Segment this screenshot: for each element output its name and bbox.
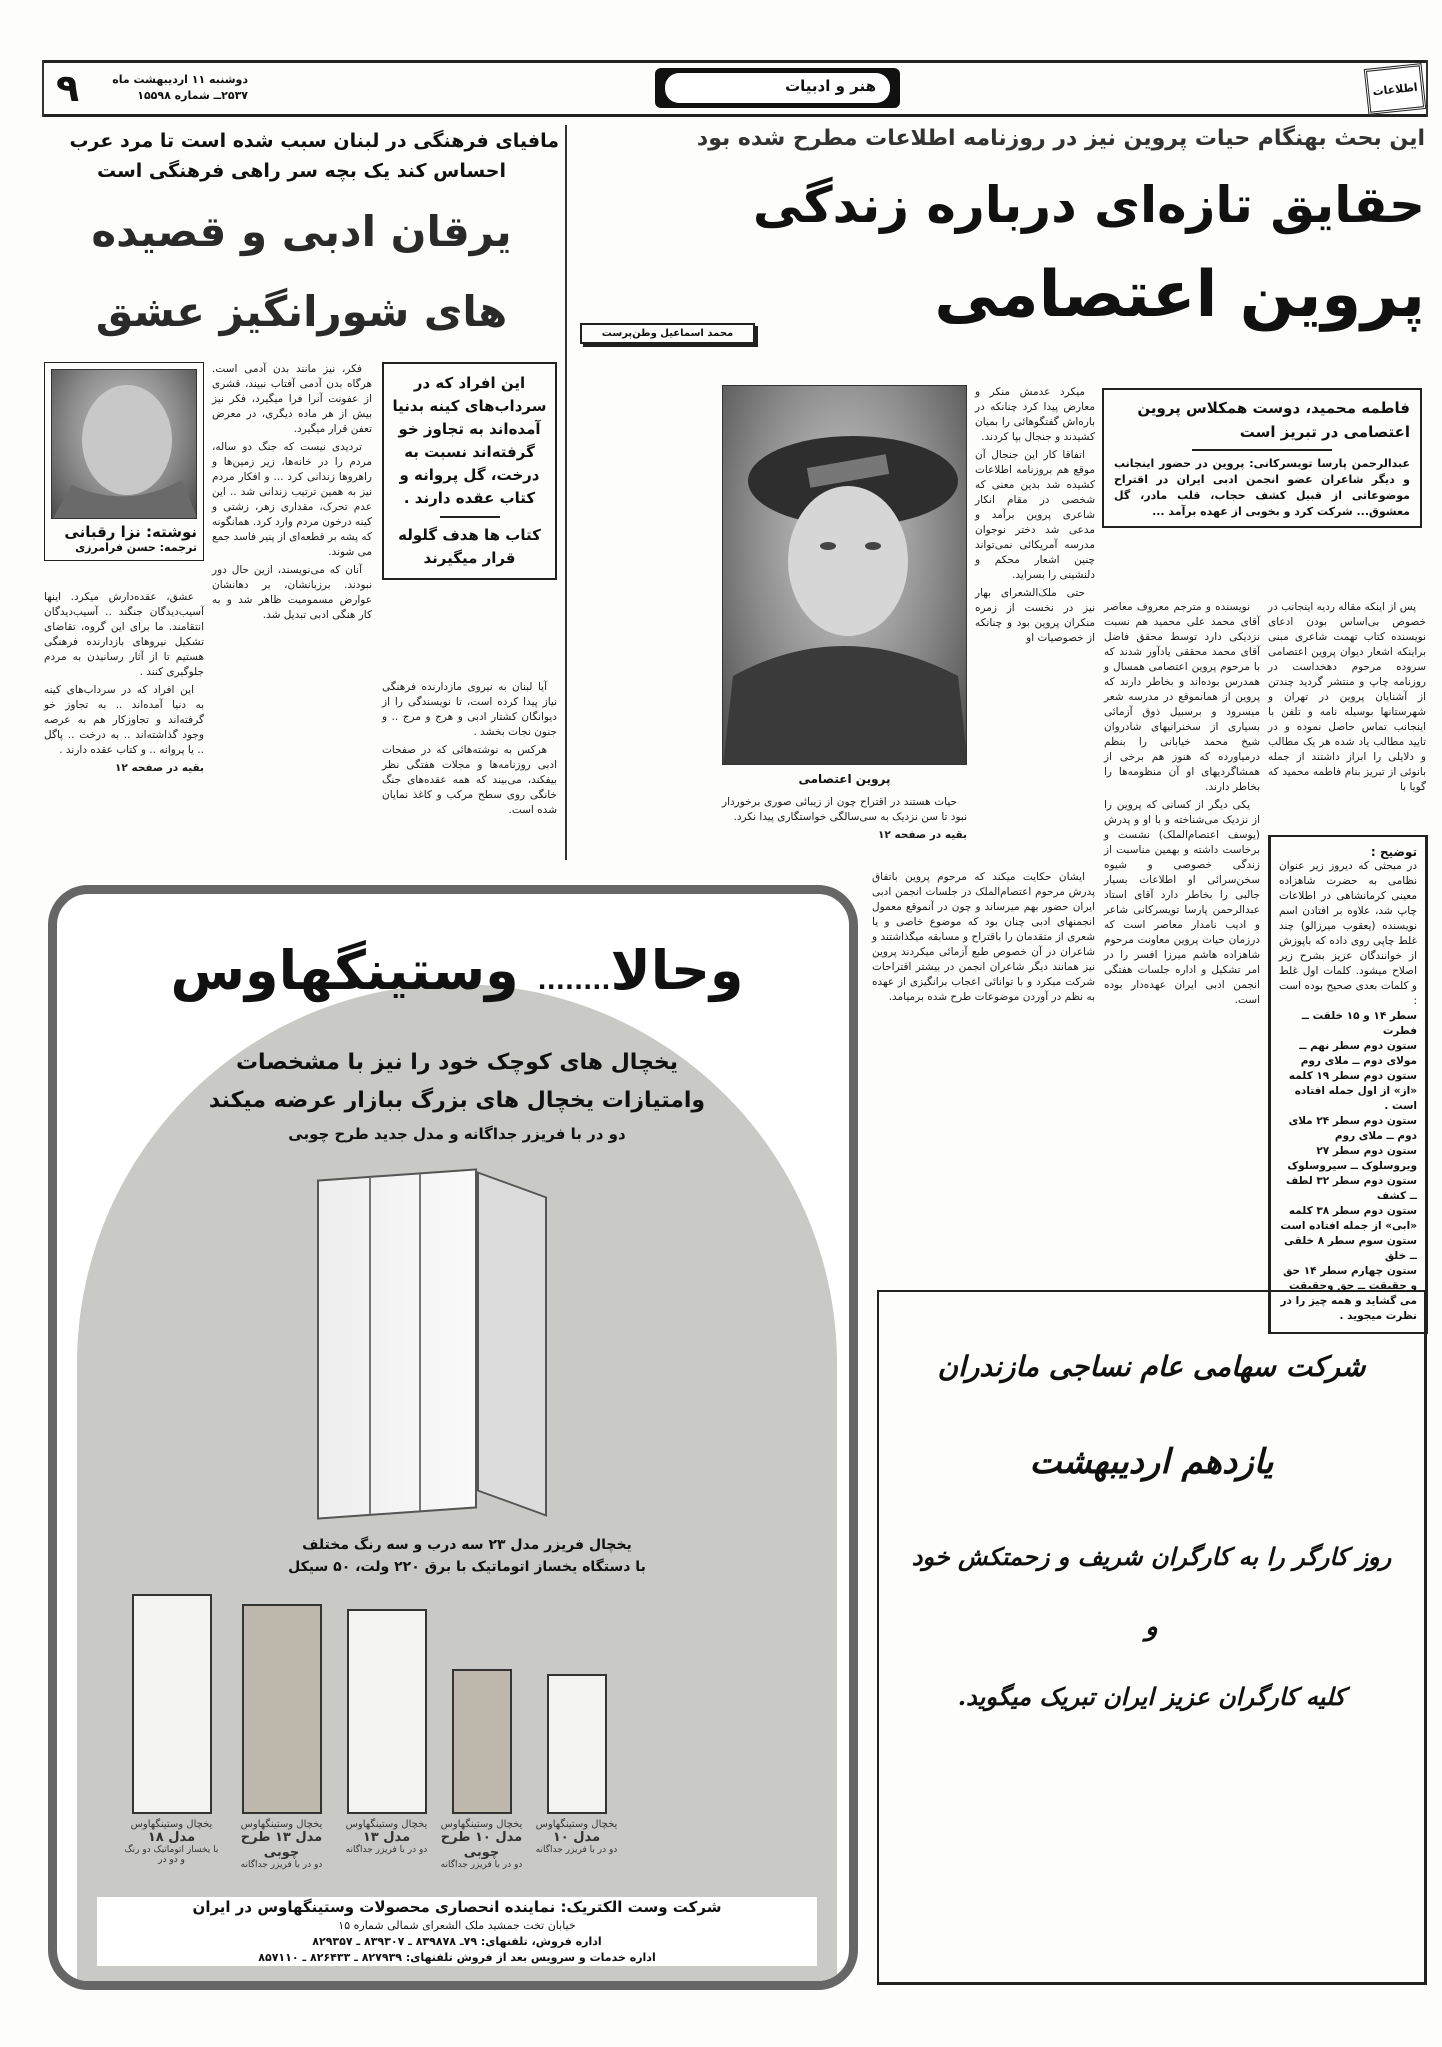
date-line: دوشنبه ۱۱ اردیبهشت ماه <box>112 73 248 86</box>
paragraph: ایشان حکایت میکند که مرحوم پروین باتفاق پدرش مرحوم اعتصام‌الملک در جلسات انجمن ادبی ایران حضور بهم میرساند و چون در آنموقع معمول انجمنهای ادبی چنان بود که موضوع خاصی و یا شعری از متقدمان را باقتراح و مسابقه میگذاشتند و شاعران در آن خصوص طبع آزمائی میکردند پروین نیز همانند دیگر شاعران انجمن در بیشتر اقتراحات شرکت میکرد و با توانائی اعجاب برانگیزی از عهده به نظم در آوردن موضوعات طرح شده برمیامد. <box>872 871 1095 1003</box>
continued-note: بقیه در صفحه ۱۲ <box>114 762 204 774</box>
parvin-etesami-photo <box>722 385 967 765</box>
ad-line-workers: روز کارگر را به کارگران شریف و زحمتکش خود <box>911 1542 1392 1571</box>
mazandaran-textile-ad <box>877 1290 1427 1985</box>
correction-line: ستون سوم سطر ۸ خلقی ــ خلق <box>1284 1235 1417 1262</box>
sub-line: دو در با فریزر جداگانه و مدل جدید طرح چوبی <box>288 1125 626 1143</box>
fridge-model-10 <box>547 1674 607 1814</box>
caption-line: یخچال فریزر مدل ۲۳ سه درب و سه رنگ مختلف <box>302 1537 632 1553</box>
headline-brand: وستینگهاوس <box>170 939 519 1002</box>
kicker-line: مافیای فرهنگی در لبنان سبب شده است تا مرد عرب <box>69 130 559 152</box>
translator-name: ترجمه: حسن فرامرزی <box>75 541 197 554</box>
photo-caption: پروین اعتصامی <box>798 772 891 786</box>
main-fridge-illustration <box>317 1168 477 1519</box>
correction-title: توضیح : <box>1370 845 1417 859</box>
correction-line: ستون دوم سطر نهم ــ مولای دوم ــ ملای روم <box>1299 1040 1417 1067</box>
model-caption: یخچال وستینگهاوس مدل ۱۳ دو در با فریزر جداگانه <box>345 1819 428 1855</box>
model-caption: یخچال وستینگهاوس مدل ۱۰ دو در با فریزر جداگانه <box>535 1819 618 1855</box>
sales-phones: اداره فروش، تلفنهای: ۷۹ـ ۸۳۹۸۷۸ ـ ۸۳۹۳۰۷ ـ ۸۲۹۳۵۷ <box>312 1935 602 1948</box>
continued-note: بقیه در صفحه ۱۲ <box>877 829 967 841</box>
correction-line: ستون دوم سطر ۳۸ کلمه «ابی» از جمله افتاده است <box>1280 1205 1417 1232</box>
article-column-1 <box>1268 600 1426 798</box>
newspaper-logo <box>1364 63 1426 115</box>
section-title-box <box>655 68 900 108</box>
correction-line: ستون دوم سطر ۲۷ ویروسلوک ــ سیروسلوک <box>1287 1145 1417 1172</box>
pull-quote-2: کتاب ها هدف گلوله قرار میگیرند <box>398 526 541 567</box>
paragraph: میکرد عدمش منکر و معارض پیدا کرد چنانکه در باره‌اش گفتگوهائی را بمیان کشیدند و جنجال بپا کردند. <box>975 386 1095 443</box>
company-name: شرکت وست الکتریک: نماینده انحصاری محصولات وستینگهاوس در ایران <box>192 1898 722 1916</box>
model-caption: یخچال وستینگهاوس مدل ۱۸ با یخساز اتوماتیک دو رنگ و دو در <box>124 1819 219 1865</box>
paragraph: یکی دیگر از کسانی که پروین را از نزدیک می‌شناخته و با او و پدرش (یوسف اعتصام‌الملک) نشست و برخاست داشته و بهمین مناسبت از زندگی خصوصی و شیوه سخن‌سرائی او اطلاعات بسیار جالبی را بخاطر دارد آقای استاد عبدالرحمن پارسا تویسرکانی شاعر و ادیب نامدار معاصر است که درزمان حیات پروین معاونت مرحوم شاهزاده هاشم میرزا افسر را در امر تشکیل و اداره جلسات هفتگی انجمن ادبی ایران عهده‌دار بوده است. <box>1104 799 1260 1006</box>
ad-line-date: یازدهم اردیبهشت <box>1029 1442 1274 1482</box>
correction-text: در مبحثی که دیروز زیر عنوان نظامی به حضرت شاهزاده معینی کرمانشاهی در اطلاعات چاپ شد، علاوه بر افتادن اسم نویسنده (یعقوب میرزالو) چند غلط چاپی روی داده که باپوزش از خوانندگان عزیز بشرح زیر اصلاح میشود. کلمات اول غلط و کلمات بعدی صحیح بوده است : <box>1279 860 1417 1007</box>
paragraph: پس از اینکه مقاله ردیه اینجانب در خصوص بی‌اساس بودن ادعای نویسنده کتاب تهمت شاعری مبنی براینکه اشعار دیوان پروین اعتصامی سروده مرحوم دهخداست در روزنامه چاپ و منتشر گردید چندتن از آشنایان پروین در تهران و شهرستانها بوسیله نامه و تلفن با اینجانب تماس حاصل نموده و در تایید مطالب یاد شده هر یک مطالب و دلایلی را ابراز داشتند از جمله بانوئی از تبریز بنام فاطمه محمید که گویا با <box>1268 601 1426 793</box>
issue-line: ۲۵۳۷ــ شماره ۱۵۵۹۸ <box>137 89 248 102</box>
lebanon-headline <box>44 192 559 352</box>
ad-headline <box>97 939 817 1002</box>
paragraph: تردیدی نیست که جنگ دو ساله، مردم را در خانه‌ها، زیر زمین‌ها و راهروها زندانی کرد ... و افکار مردم نیز به همین ترتیب زندانی شد .. این عدم تحرک، مقداری زهر، زشتی و کینه درخون مردم وارد کرد. همانگونه که پشه بر قطعه‌ای از پنیر فاسد جمع می شوند. <box>212 441 372 558</box>
article-column-5 <box>722 795 967 843</box>
sub-line: وامتیازات یخچال های بزرگ ببازار عرضه میکند <box>208 1088 706 1113</box>
paragraph: آنان که می‌نویسند، ازین حال دور نبودند. برزبانشان، بر دهانشان عوارض مسمومیت ظاهر شد و به کار هنگی ادبی تبدیل شد. <box>212 564 372 621</box>
lebanon-column-2 <box>212 362 372 626</box>
sidebar-rule <box>1192 449 1332 451</box>
kicker-line: احساس کند یک بچه سر راهی فرهنگی است <box>96 160 507 182</box>
byline: محمد اسماعیل وطن‌پرست <box>580 323 755 344</box>
paragraph: اتفاقا کار این جنجال آن موقع هم بروزنامه اطلاعات کشیده شد بدین معنی که شخصی در مقام انکار شاعری پروین برآمد و مدعی شد دختر نوجوان مدرسه آمریکائی نمی‌تواند چنین اشعار محکم و دلنشینی را بسراید. <box>975 449 1095 581</box>
paragraph: حیات هستند در اقتراح چون از زیبائی صوری برخوردار نبود تا سن نزدیک به سی‌سالگی خواستگاری پیدا نکرد. <box>722 796 967 823</box>
article-column-2 <box>1104 600 1260 1011</box>
correction-line: ستون دوم سطر ۲۴ ملای دوم ــ ملای روم <box>1288 1115 1417 1142</box>
logo-text: اطلاعات <box>1371 80 1419 98</box>
masthead-bottom-rule <box>42 114 1427 117</box>
fridge-model-18 <box>132 1594 212 1814</box>
fridge-model-10-wood <box>452 1669 512 1814</box>
fridge-model-13 <box>347 1609 427 1814</box>
correction-line: سطر ۱۴ و ۱۵ خلقت ــ فطرت <box>1301 1010 1417 1037</box>
sidebar-box <box>1102 388 1422 528</box>
main-headline-2: پروین اعتصامی <box>934 258 1425 332</box>
correction-line: ستون دوم سطر ۳۲ لطف ــ کشف <box>1286 1175 1417 1202</box>
headline-word: وحالا <box>610 939 744 1002</box>
main-headline-1: حقایق تازه‌ای درباره زندگی <box>752 176 1425 234</box>
paragraph: حتی ملک‌الشعرای بهار نیز در نخست از زمره منکران پروین بود و چنانکه از خصوصیات او <box>975 587 1095 644</box>
headline-line: یرقان ادبی و قصیده <box>91 207 512 256</box>
main-fridge-caption <box>257 1534 677 1578</box>
lebanon-column-3 <box>382 680 557 821</box>
correction-line: ستون چهارم سطر ۱۴ حق و حقیقت ــ حق وحقیقت می گشاید و همه چیز را در نظرت میجوید . <box>1280 1265 1417 1322</box>
date-block <box>88 72 248 104</box>
ad-line-company: شرکت سهامی عام نساجی مازندران <box>937 1350 1366 1383</box>
article-column-lower <box>872 870 1095 1008</box>
pull-quote: این افراد که در سرداب‌های کینه بدنیا آمده‌اند به تجاوز خو گرفته‌اند نسبت به درخت، گل پروانه و کتاب عقده دارند . <box>392 374 547 507</box>
correction-line: ستون دوم سطر ۱۹ کلمه «از» از اول جمله افتاده است . <box>1288 1070 1417 1112</box>
main-fridge-side <box>477 1171 547 1516</box>
paragraph: فکر، نیز مانند بدن آدمی است. هرگاه بدن آدمی آفتاب نبیند، قشری از عفونت آنرا فرا میگیرد، فکر نیز بیش از هر ماده دیگری، در معرض تعفن قرار میگیرد. <box>212 363 372 435</box>
sidebar-text: عبدالرحمن پارسا تویسرکانی: پروین در حضور اینجانب و دیگر شاعران عضو انجمن ادبی ایران در اقتراح موضوعاتی از قبیل کشف حجاب، قلب مادر، گل معشوق... شرکت کرد و بخوبی از عهده برآمد ... <box>1114 457 1410 518</box>
masthead-left-edge <box>42 60 44 117</box>
author-name: نوشته: نزا رقبانی <box>64 523 197 541</box>
section-title: هنر و ادبیات <box>665 73 890 103</box>
model-caption: یخچال وستینگهاوس مدل ۱۳ طرح چوبی دو در با فریزر جداگانه <box>240 1819 323 1870</box>
lebanon-kicker <box>44 126 559 186</box>
sub-line: یخچال های کوچک خود را نیز با مشخصات <box>235 1050 679 1075</box>
ad-line-greeting: کلیه کارگران عزیز ایران تبریک میگوید. <box>957 1682 1346 1711</box>
masthead-top-rule <box>42 60 1427 63</box>
paragraph: عشق، عقده‌دارش میکرد. اینها آسیب‌دیدگان جنگند .. آسیب‌دیدگان انتقامند. ما برای این گروه، تقاضای تشکیل نیروهای بازدارنده فرهنگی هستیم تا از آثار رسانیدن به مردم جلوگیری کنند . <box>44 591 204 678</box>
article-column-3 <box>975 385 1095 649</box>
company-address: خیابان تخت جمشید ملک الشعرای شمالی شماره ۱۵ <box>338 1919 576 1932</box>
ad-line-and: و <box>1145 1612 1158 1642</box>
model-caption: یخچال وستینگهاوس مدل ۱۰ طرح چوبی دو در با فریزر جداگانه <box>440 1819 523 1870</box>
headline-line: های شورانگیز عشق <box>95 287 508 336</box>
correction-box <box>1268 835 1428 1334</box>
main-kicker: این بحث بهنگام حیات پروین نیز در روزنامه اطلاعات مطرح شده بود <box>696 126 1425 151</box>
headline-dots: ........ <box>537 967 611 995</box>
paragraph: آیا لبنان به نیروی مازدارنده فرهنگی نیاز پیدا کرده است، تا نویسندگی را از دیوانگان کشتار ادبی و هرج و مرج .. و جنون نجات بخشد . <box>382 681 557 738</box>
westinghouse-ad <box>48 885 858 1990</box>
page-number: ۹ <box>56 66 80 110</box>
paragraph: هرکس به نوشته‌هائی که در صفحات ادبی روزنامه‌ها و مجلات هفتگی نظر بیفکند، می‌بیند که همه عقده‌های جنگ خانگی روی سطح مرکب و کاغذ نمایان شده است. <box>382 744 557 816</box>
ad-subheadline <box>117 1044 797 1148</box>
paragraph: این افراد که در سرداب‌های کینه به دنیا آمده‌اند .. به تجاوز خو گرفته‌اند و تجاوزکار هم به عرصه وجود گذاشته‌اند .. به درخت .. پاگل .. یا پروانه .. و کتاب عقده دارند . <box>44 684 204 756</box>
pull-quote-box <box>382 362 557 580</box>
lebanon-column-1 <box>44 590 204 776</box>
ad-footer <box>97 1897 817 1966</box>
caption-line: با دستگاه یخساز اتوماتیک با برق ۲۲۰ ولت، ۵۰ سیکل <box>288 1559 646 1575</box>
service-phones: اداره خدمات و سرویس بعد از فروش تلفنهای: ۸۲۷۹۳۹ ـ ۸۲۶۴۳۳ ـ ۸۵۷۱۱۰ <box>258 1951 656 1964</box>
pull-quote-rule <box>440 516 500 518</box>
sidebar-title: فاطمه محمید، دوست همکلاس پروین اعتصامی در تبریز است <box>1137 399 1410 441</box>
author-box <box>44 362 204 561</box>
nizar-qabbani-photo <box>51 369 197 519</box>
fridge-model-13-wood <box>242 1604 322 1814</box>
paragraph: نویسنده و مترجم معروف معاصر آقای محمد علی محمید هم نسبت نزدیکی دارد توسط محقق فاضل آقای محمد محققی یادآور شدند که با مرحوم پروین اعتصامی همسال و همدرس بوده‌اند و بخاطر دارند که پروین از همانموقع در مدرسه شعر میسرود و برسبیل ذوق آزمائی بسیاری از سخنرانیهای شادروان شیخ محمد خیابانی را بنظم درمیاورده که هنوز هم برخی از همشاگردیهای او آن منظومه‌ها را بخاطر دارند. <box>1104 601 1260 793</box>
column-divider <box>565 125 567 860</box>
